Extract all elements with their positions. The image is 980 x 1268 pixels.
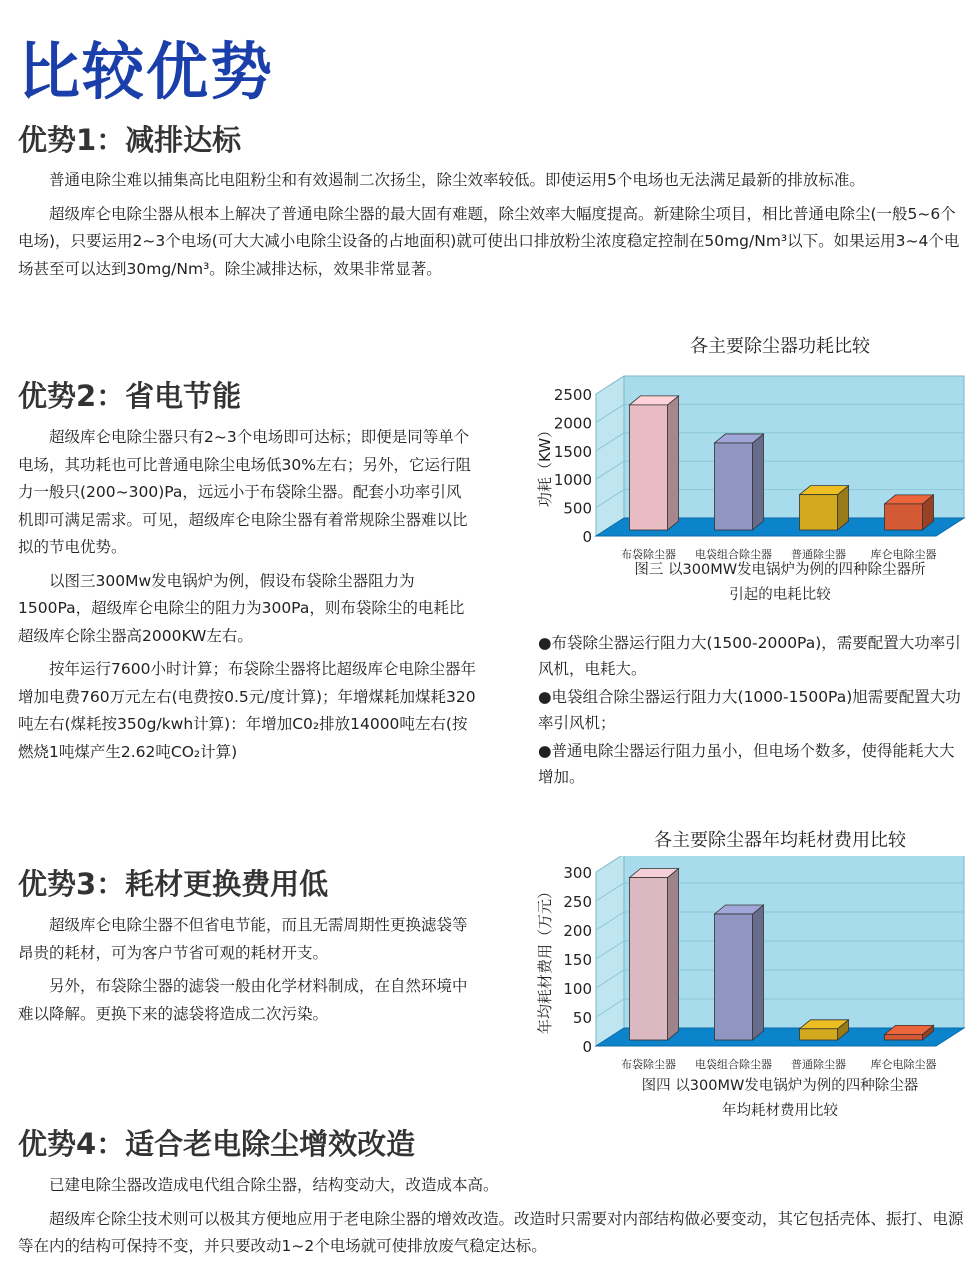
chart1-y-tick-label: 1500 [553,442,592,461]
chart1-bar-side [753,434,764,530]
chart2-y-tick-label: 100 [563,980,592,998]
chart2-y-tick-label: 250 [563,893,592,911]
chart2-y-axis-label: 年均耗材费用（万元） [536,883,554,1035]
chart2-side-wall [596,856,624,1046]
advantage3-body [18,912,476,1034]
bullet-item-3: ●普通电除尘器运行阻力虽小，但电场个数多，使得能耗大大增加。 [538,742,955,786]
advantage4-paragraph-1: 已建电除尘器改造成电代组合除尘器，结构变动大，改造成本高。 [49,1176,499,1194]
chart2-category-label: 普通除尘器 [791,1058,846,1071]
advantage1-paragraph-2: 超级库仑电除尘器从根本上解决了普通电除尘器的最大固有难题，除尘效率大幅度提高。新建除尘项目，相比普通电除尘(一般5~6个电场)，只要运用2~3个电场(可大大减小电除尘设备的占地面积)就可使出口排放粉尘浓度稳定控制在50mg/Nm³以下。如果运用3~4个电场甚至可以达到30mg/Nm³。除尘减排达标，效果非常显著。 [18,204,960,278]
advantage2-paragraph-3: 按年运行7600小时计算；布袋除尘器将比超级库仑电除尘器年增加电费760万元左右(电费按0.5元/度计算)；年增煤耗加煤耗320吨左右(煤耗按350g/kwh计算)：年增加C0₂排放14000吨左右(按燃烧1吨煤产生2.62吨CO₂计算) [18,660,476,761]
advantage4-heading: 优势4：适合老电除尘增效改造 [18,1127,416,1161]
chart1-y-tick-label: 1000 [553,471,592,490]
chart2-title: 各主要除尘器年均耗材费用比较 [654,830,906,851]
advantage1-heading: 优势1：减排达标 [18,123,242,157]
chart2-caption-line-1: 图四 以300MW发电锅炉为例的四种除尘器 [641,1078,919,1094]
chart1-category-label: 电袋组合除尘器 [695,548,772,561]
chart1-side-wall [596,376,624,536]
bullet-item-2: ●电袋组合除尘器运行阻力大(1000-1500Pa)旭需要配置大功率引风机； [538,688,961,732]
consumables-cost-chart [528,856,968,1072]
chart2-bar [885,1034,923,1040]
power-consumption-chart [528,362,968,562]
chart2-category-label: 布袋除尘器 [621,1058,676,1071]
chart1-bar [715,443,753,530]
chart1-bar-side [668,396,679,530]
chart1-y-tick-label: 2000 [553,414,592,433]
chart2-bar [715,914,753,1040]
chart2-category-label: 库仑电除尘器 [870,1058,937,1071]
chart2-y-tick-label: 150 [563,951,592,969]
chart1-y-axis-label: 功耗（KW） [536,422,554,508]
advantage2-paragraph-1: 超级库仑电除尘器只有2~3个电场即可达标；即便是同等单个电场，其功耗也可比普通电除尘电场低30%左右；另外，它运行阻力一般只(200~300)Pa，远远小于布袋除尘器。配套小功率引风机即可满足需求。可见，超级库仑电除尘器有着常规除尘器难以比拟的节电优势。 [18,428,471,556]
chart2-bar [630,878,668,1040]
page-title: 比较优势 [18,35,275,108]
advantage2-bullets [538,630,966,792]
chart1-title: 各主要除尘器功耗比较 [690,336,870,357]
chart1-bar [630,405,668,530]
advantage4-body [18,1172,966,1267]
advantage4-paragraph-2: 超级库仑除尘技术则可以极其方便地应用于老电除尘器的增效改造。改造时只需要对内部结构做必要变动，其它包括壳体、振打、电源等在内的结构可保持不变，并只要改动1~2个电场就可使排放废气稳定达标。 [18,1209,964,1255]
bullet-item-1: ●布袋除尘器运行阻力大(1500-2000Pa)，需要配置大功率引风机，电耗大。 [538,634,961,678]
chart1-caption-line-2: 引起的电耗比较 [729,587,831,603]
advantage2-paragraph-2: 以图三300Mw发电锅炉为例，假设布袋除尘器阻力为1500Pa，超级库仑电除尘的阻力为300Pa，则布袋除尘的电耗比超级库仑除尘器高2000KW左右。 [18,571,465,645]
advantage2-body [18,424,476,772]
chart1-bar [800,495,838,530]
chart2-y-tick-label: 50 [572,1009,592,1027]
chart1-bar [885,504,923,530]
chart1-caption-line-1: 图三 以300MW发电锅炉为例的四种除尘器所 [634,562,926,578]
chart1-category-label: 普通除尘器 [791,548,846,561]
chart2-bar [800,1029,838,1040]
chart2-y-tick-label: 300 [563,864,592,882]
chart2-bar-side [753,905,764,1040]
chart2-y-tick-label: 200 [563,922,592,940]
chart2-y-tick-label: 0 [582,1038,592,1056]
advantage2-heading: 优势2：省电节能 [18,379,242,413]
chart2-caption-line-2: 年均耗材费用比较 [722,1103,838,1119]
chart1-category-label: 库仑电除尘器 [870,548,937,561]
chart2-caption [560,1074,980,1124]
advantage3-heading: 优势3：耗材更换费用低 [18,867,329,901]
chart1-y-tick-label: 2500 [553,386,592,404]
advantage1-body [18,167,966,289]
chart1-caption [560,558,980,608]
advantage3-paragraph-2: 另外，布袋除尘器的滤袋一般由化学材料制成，在自然环境中难以降解。更换下来的滤袋将造成二次污染。 [18,977,468,1023]
chart1-y-tick-label: 0 [582,528,592,546]
advantage3-paragraph-1: 超级库仑电除尘器不但省电节能，而且无需周期性更换滤袋等昂贵的耗材，可为客户节省可观的耗材开支。 [18,916,468,962]
chart1-category-label: 布袋除尘器 [621,548,676,561]
chart2-bar-side [668,869,679,1040]
chart2-category-label: 电袋组合除尘器 [695,1058,772,1071]
advantage1-paragraph-1: 普通电除尘难以捕集高比电阻粉尘和有效遏制二次扬尘，除尘效率较低。即使运用5个电场也无法满足最新的排放标准。 [49,171,865,189]
chart1-y-tick-label: 500 [563,499,592,518]
